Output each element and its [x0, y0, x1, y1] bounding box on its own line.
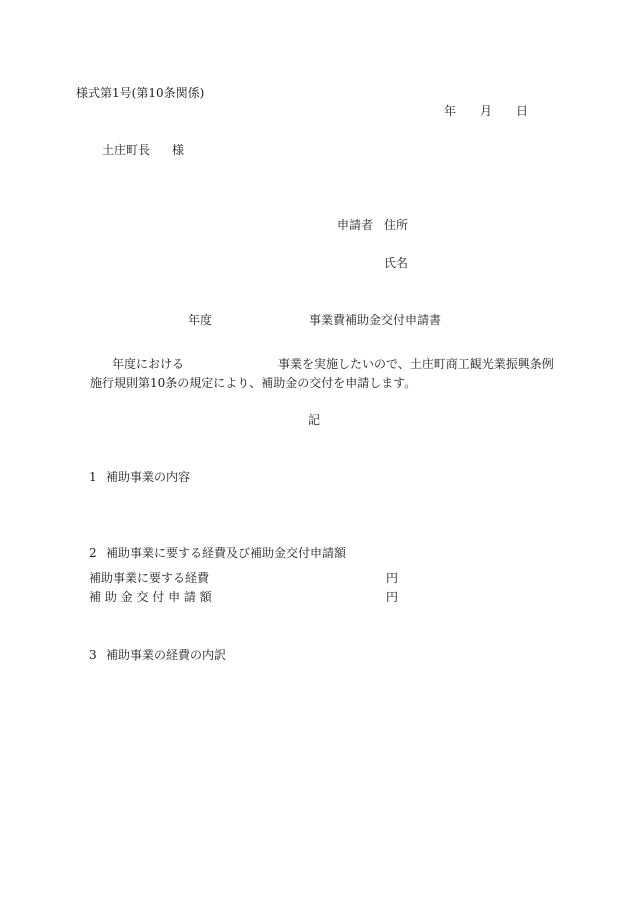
body-line2: 施行規則第10条の規定により、補助金の交付を申請します。	[90, 376, 417, 390]
date-day-label: 日	[516, 104, 529, 118]
section-1-title: 補助事業の内容	[106, 470, 191, 484]
section-2-number: 2	[89, 546, 97, 560]
addressee-name: 土庄町長	[102, 143, 151, 157]
amount-label-expenses: 補助事業に要する経費	[89, 571, 210, 585]
applicant-address-label: 住所	[384, 218, 409, 232]
applicant-name-label: 氏名	[384, 256, 409, 270]
amount-unit-application: 円	[386, 590, 399, 604]
addressee-honorific: 様	[172, 143, 185, 157]
section-1-number: 1	[89, 470, 97, 484]
body-line1-end: 事業を実施したいので、土庄町商工観光業振興条例	[278, 357, 554, 371]
amount-label-application: 補 助 金 交 付 申 請 額	[89, 590, 212, 604]
amount-unit-expenses: 円	[386, 571, 399, 585]
section-3-number: 3	[89, 648, 97, 662]
body-line1-start: 年度における	[112, 357, 185, 371]
form-number: 様式第1号(第10条関係)	[76, 86, 205, 100]
date-line	[444, 104, 528, 118]
document-title: 事業費補助金交付申請書	[309, 313, 442, 327]
applicant-label: 申請者	[337, 218, 374, 232]
ki-heading: 記	[308, 413, 321, 427]
date-year-label: 年	[444, 104, 457, 118]
date-month-label: 月	[480, 104, 493, 118]
section-3-title: 補助事業の経費の内訳	[106, 648, 227, 662]
section-2-title: 補助事業に要する経費及び補助金交付申請額	[106, 546, 347, 560]
title-fiscal-year: 年度	[188, 313, 213, 327]
